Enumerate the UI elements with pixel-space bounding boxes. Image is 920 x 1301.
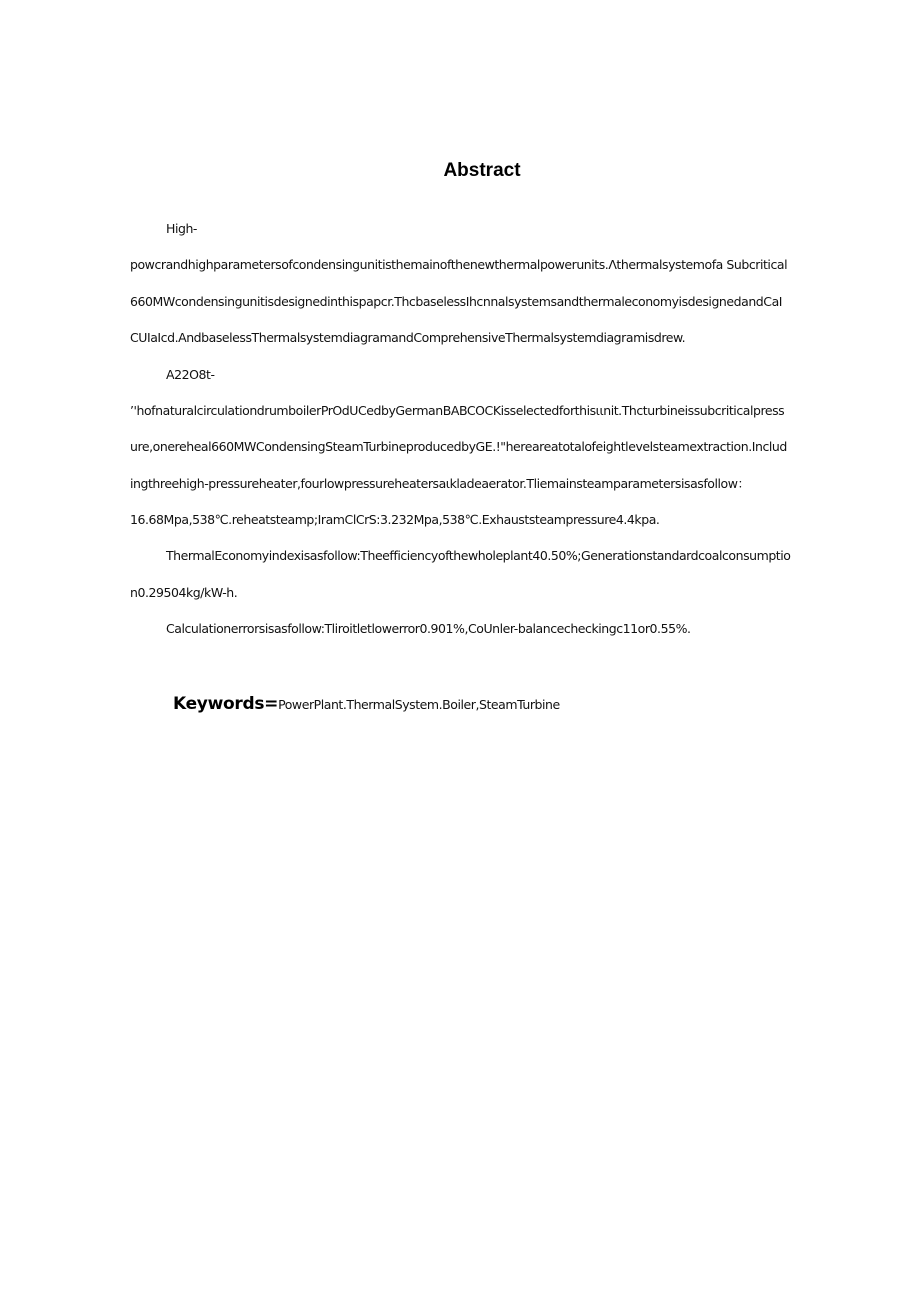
- abstract-title: Abstract: [443, 160, 521, 181]
- abstract-line-3: 660MWcondensingunitisdesignedinthispapcr.ThcbaselessIhcnnalsystemsandthermaleconomyisdesignedandCaI: [130, 294, 783, 309]
- keywords-row: [173, 694, 560, 714]
- abstract-line-12: Calculationerrorsisasfollow:Tliroitletlowerror0.901%,CoUnler-balancecheckingc11or0.55%.: [166, 621, 691, 636]
- abstract-line-7: ure,onereheal660MWCondensingSteamTurbineproducedbyGE.!"hereareatotalofeightlevelsteamextraction.Includ: [130, 439, 787, 454]
- keywords-text: PowerPlant.ThermalSystem.Boiler,SteamTurbine: [278, 697, 560, 712]
- abstract-line-1: High-: [166, 221, 197, 236]
- abstract-line-5: A22O8t-: [166, 367, 215, 382]
- abstract-line-6: ’'hofnaturalcirculationdrumboilerPrOdUCedbyGermanBABCOCKisselectedforthisιιnit.Thcturbineissubcriticalpress: [130, 403, 785, 418]
- keywords-label: Keywords=: [173, 694, 279, 714]
- abstract-line-8: ingthreehigh-pressureheater,fourlowpressureheatersaιkladeaerator.Tliemainsteamparametersisasfollow：: [130, 476, 750, 491]
- abstract-line-4: CUIaIcd.AndbaselessThermalsystemdiagramandComprehensiveThermalsystemdiagramisdrew.: [130, 330, 686, 345]
- abstract-line-9: 16.68Mpa,538℃.reheatsteamp;IramClCrS:3.232Mpa,538℃.Exhauststeampressure4.4kpa.: [130, 512, 660, 527]
- abstract-line-11: n0.29504kg/kW-h.: [130, 585, 238, 600]
- abstract-line-10: ThermalEconomyindexisasfollow:Theefficiencyofthewholeplant40.50%;Generationstandardcoalconsumptio: [166, 548, 791, 563]
- abstract-line-2: powcrandhighparametersofcondensingunitisthemainofthenewthermalpowerunits.Λthermalsystemofa Subcritical: [130, 257, 788, 272]
